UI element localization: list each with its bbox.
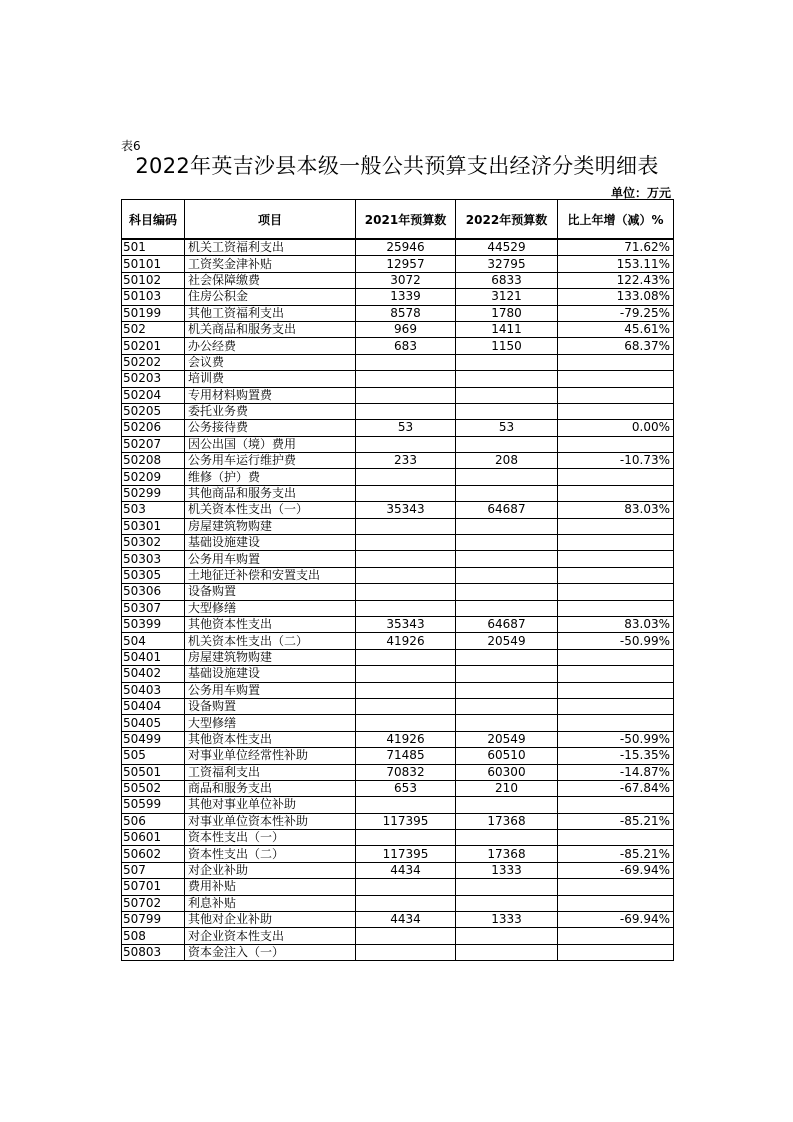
cell-code: 508 xyxy=(122,928,185,944)
cell-item: 办公经费 xyxy=(185,338,356,354)
cell-change xyxy=(558,830,674,846)
cell-change: -69.94% xyxy=(558,862,674,878)
cell-change: -69.94% xyxy=(558,912,674,928)
table-header-row xyxy=(122,200,674,240)
table-row xyxy=(122,797,674,813)
table-row xyxy=(122,485,674,501)
cell-2022: 20549 xyxy=(456,731,558,747)
cell-change xyxy=(558,518,674,534)
cell-change: 153.11% xyxy=(558,256,674,272)
page-title: 2022年英吉沙县本级一般公共预算支出经济分类明细表 xyxy=(135,154,659,178)
cell-change xyxy=(558,797,674,813)
cell-2021 xyxy=(356,666,456,682)
cell-2022 xyxy=(456,584,558,600)
cell-code: 507 xyxy=(122,862,185,878)
cell-2021 xyxy=(356,649,456,665)
cell-change xyxy=(558,928,674,944)
cell-change xyxy=(558,879,674,895)
cell-change: 45.61% xyxy=(558,321,674,337)
cell-2022 xyxy=(456,600,558,616)
cell-2022: 20549 xyxy=(456,633,558,649)
table-row xyxy=(122,305,674,321)
cell-code: 50101 xyxy=(122,256,185,272)
cell-2022 xyxy=(456,535,558,551)
cell-code: 50209 xyxy=(122,469,185,485)
cell-2022 xyxy=(456,436,558,452)
header-2022: 2022年预算数 xyxy=(456,200,558,240)
cell-code: 50103 xyxy=(122,289,185,305)
cell-2021 xyxy=(356,879,456,895)
table-row xyxy=(122,944,674,960)
cell-item: 公务用车运行维护费 xyxy=(185,453,356,469)
cell-item: 其他对事业单位补助 xyxy=(185,797,356,813)
header-2021: 2021年预算数 xyxy=(356,200,456,240)
cell-2021 xyxy=(356,698,456,714)
cell-code: 50205 xyxy=(122,403,185,419)
cell-2022 xyxy=(456,387,558,403)
cell-2022: 32795 xyxy=(456,256,558,272)
cell-change xyxy=(558,895,674,911)
table-row xyxy=(122,567,674,583)
cell-2022: 60300 xyxy=(456,764,558,780)
cell-code: 50402 xyxy=(122,666,185,682)
cell-item: 机关资本性支出（二） xyxy=(185,633,356,649)
cell-item: 对事业单位资本性补助 xyxy=(185,813,356,829)
cell-2022 xyxy=(456,715,558,731)
cell-2022 xyxy=(456,666,558,682)
cell-change: 71.62% xyxy=(558,239,674,256)
cell-item: 社会保障缴费 xyxy=(185,272,356,288)
table-row xyxy=(122,698,674,714)
table-row xyxy=(122,912,674,928)
table-row xyxy=(122,289,674,305)
table-row xyxy=(122,469,674,485)
cell-2021: 8578 xyxy=(356,305,456,321)
cell-change: -85.21% xyxy=(558,813,674,829)
table-row xyxy=(122,321,674,337)
cell-item: 大型修缮 xyxy=(185,715,356,731)
cell-2021: 233 xyxy=(356,453,456,469)
cell-change: -50.99% xyxy=(558,731,674,747)
cell-item: 设备购置 xyxy=(185,698,356,714)
cell-change: -15.35% xyxy=(558,748,674,764)
cell-2022 xyxy=(456,944,558,960)
cell-change: -10.73% xyxy=(558,453,674,469)
cell-change xyxy=(558,682,674,698)
cell-change: -79.25% xyxy=(558,305,674,321)
cell-item: 其他商品和服务支出 xyxy=(185,485,356,501)
cell-code: 50403 xyxy=(122,682,185,698)
cell-item: 因公出国（境）费用 xyxy=(185,436,356,452)
cell-code: 50202 xyxy=(122,354,185,370)
cell-2022: 6833 xyxy=(456,272,558,288)
cell-2022: 64687 xyxy=(456,616,558,632)
cell-code: 505 xyxy=(122,748,185,764)
cell-2021: 4434 xyxy=(356,862,456,878)
cell-2021 xyxy=(356,944,456,960)
cell-2021 xyxy=(356,600,456,616)
cell-change xyxy=(558,698,674,714)
table-row xyxy=(122,535,674,551)
cell-2021 xyxy=(356,436,456,452)
cell-2022: 53 xyxy=(456,420,558,436)
cell-2021: 1339 xyxy=(356,289,456,305)
cell-code: 50499 xyxy=(122,731,185,747)
cell-2021 xyxy=(356,403,456,419)
cell-code: 50405 xyxy=(122,715,185,731)
table-row xyxy=(122,748,674,764)
cell-2021 xyxy=(356,830,456,846)
cell-2022 xyxy=(456,879,558,895)
cell-2022: 208 xyxy=(456,453,558,469)
table-row xyxy=(122,354,674,370)
cell-item: 设备购置 xyxy=(185,584,356,600)
cell-2022 xyxy=(456,682,558,698)
cell-2021 xyxy=(356,387,456,403)
table-row xyxy=(122,813,674,829)
table-row xyxy=(122,928,674,944)
cell-change xyxy=(558,666,674,682)
cell-2022 xyxy=(456,895,558,911)
cell-2022 xyxy=(456,469,558,485)
table-row xyxy=(122,371,674,387)
table-row xyxy=(122,682,674,698)
cell-2021 xyxy=(356,551,456,567)
cell-2021: 683 xyxy=(356,338,456,354)
table-row xyxy=(122,387,674,403)
table-number-label: 表6 xyxy=(121,139,141,153)
cell-2022 xyxy=(456,830,558,846)
table-body xyxy=(122,239,674,961)
cell-2022: 1150 xyxy=(456,338,558,354)
table-row xyxy=(122,846,674,862)
cell-2022: 64687 xyxy=(456,502,558,518)
table-row xyxy=(122,584,674,600)
cell-code: 50501 xyxy=(122,764,185,780)
cell-2022 xyxy=(456,698,558,714)
cell-2021 xyxy=(356,797,456,813)
cell-code: 50102 xyxy=(122,272,185,288)
cell-change xyxy=(558,567,674,583)
cell-2021: 117395 xyxy=(356,846,456,862)
cell-change xyxy=(558,403,674,419)
cell-item: 机关工资福利支出 xyxy=(185,239,356,256)
cell-2021: 35343 xyxy=(356,616,456,632)
cell-2021: 41926 xyxy=(356,633,456,649)
cell-change xyxy=(558,649,674,665)
cell-item: 维修（护）费 xyxy=(185,469,356,485)
cell-change xyxy=(558,584,674,600)
cell-change: 122.43% xyxy=(558,272,674,288)
table-row xyxy=(122,600,674,616)
cell-code: 506 xyxy=(122,813,185,829)
cell-code: 50307 xyxy=(122,600,185,616)
cell-item: 委托业务费 xyxy=(185,403,356,419)
table-row xyxy=(122,518,674,534)
cell-item: 其他工资福利支出 xyxy=(185,305,356,321)
header-code: 科目编码 xyxy=(122,200,185,240)
cell-code: 50599 xyxy=(122,797,185,813)
cell-code: 50404 xyxy=(122,698,185,714)
unit-label: 单位：万元 xyxy=(610,186,671,200)
cell-2021 xyxy=(356,469,456,485)
cell-2021: 12957 xyxy=(356,256,456,272)
cell-item: 房屋建筑物购建 xyxy=(185,518,356,534)
cell-item: 其他资本性支出 xyxy=(185,731,356,747)
cell-2022: 1411 xyxy=(456,321,558,337)
cell-2021 xyxy=(356,584,456,600)
table-row xyxy=(122,715,674,731)
cell-change: 133.08% xyxy=(558,289,674,305)
cell-item: 资本性支出（一） xyxy=(185,830,356,846)
cell-2022: 17368 xyxy=(456,846,558,862)
cell-code: 50302 xyxy=(122,535,185,551)
cell-2022: 60510 xyxy=(456,748,558,764)
cell-code: 50201 xyxy=(122,338,185,354)
cell-code: 50305 xyxy=(122,567,185,583)
cell-change: -67.84% xyxy=(558,780,674,796)
cell-item: 资本性支出（二） xyxy=(185,846,356,862)
table-row xyxy=(122,453,674,469)
cell-2021 xyxy=(356,485,456,501)
cell-change: 68.37% xyxy=(558,338,674,354)
cell-2021: 71485 xyxy=(356,748,456,764)
cell-2021 xyxy=(356,715,456,731)
table-row xyxy=(122,616,674,632)
cell-item: 其他对企业补助 xyxy=(185,912,356,928)
cell-2021 xyxy=(356,682,456,698)
cell-code: 50306 xyxy=(122,584,185,600)
cell-2022: 1333 xyxy=(456,912,558,928)
cell-item: 大型修缮 xyxy=(185,600,356,616)
cell-code: 50301 xyxy=(122,518,185,534)
table-row xyxy=(122,633,674,649)
cell-2022 xyxy=(456,649,558,665)
cell-change: -50.99% xyxy=(558,633,674,649)
table-row xyxy=(122,649,674,665)
cell-change xyxy=(558,387,674,403)
cell-change: 0.00% xyxy=(558,420,674,436)
cell-change xyxy=(558,354,674,370)
cell-item: 利息补贴 xyxy=(185,895,356,911)
cell-change: -85.21% xyxy=(558,846,674,862)
cell-code: 50208 xyxy=(122,453,185,469)
table-row xyxy=(122,764,674,780)
cell-2021: 41926 xyxy=(356,731,456,747)
cell-item: 专用材料购置费 xyxy=(185,387,356,403)
cell-code: 504 xyxy=(122,633,185,649)
cell-2022: 1333 xyxy=(456,862,558,878)
table-row xyxy=(122,338,674,354)
cell-2021 xyxy=(356,371,456,387)
cell-2021 xyxy=(356,895,456,911)
cell-2021 xyxy=(356,535,456,551)
cell-item: 基础设施建设 xyxy=(185,666,356,682)
table-row xyxy=(122,895,674,911)
cell-code: 50601 xyxy=(122,830,185,846)
cell-2022: 210 xyxy=(456,780,558,796)
cell-2021: 969 xyxy=(356,321,456,337)
cell-2021 xyxy=(356,928,456,944)
table-row xyxy=(122,879,674,895)
cell-item: 对事业单位经常性补助 xyxy=(185,748,356,764)
cell-2022: 1780 xyxy=(456,305,558,321)
table-row xyxy=(122,731,674,747)
cell-change: 83.03% xyxy=(558,616,674,632)
cell-code: 50602 xyxy=(122,846,185,862)
cell-2022 xyxy=(456,551,558,567)
cell-code: 50799 xyxy=(122,912,185,928)
cell-change xyxy=(558,535,674,551)
table-row xyxy=(122,862,674,878)
cell-change: -14.87% xyxy=(558,764,674,780)
cell-2022 xyxy=(456,928,558,944)
cell-change xyxy=(558,944,674,960)
cell-item: 资本金注入（一） xyxy=(185,944,356,960)
cell-code: 502 xyxy=(122,321,185,337)
cell-2021: 35343 xyxy=(356,502,456,518)
cell-2021 xyxy=(356,518,456,534)
cell-item: 工资福利支出 xyxy=(185,764,356,780)
cell-item: 机关资本性支出（一） xyxy=(185,502,356,518)
header-change: 比上年增（减）% xyxy=(558,200,674,240)
cell-change xyxy=(558,436,674,452)
table-row xyxy=(122,830,674,846)
cell-code: 50203 xyxy=(122,371,185,387)
cell-code: 50502 xyxy=(122,780,185,796)
cell-item: 房屋建筑物购建 xyxy=(185,649,356,665)
table-row xyxy=(122,666,674,682)
cell-code: 501 xyxy=(122,239,185,256)
cell-item: 住房公积金 xyxy=(185,289,356,305)
cell-2021: 117395 xyxy=(356,813,456,829)
cell-2021 xyxy=(356,354,456,370)
cell-2022 xyxy=(456,403,558,419)
cell-2022: 17368 xyxy=(456,813,558,829)
cell-2022 xyxy=(456,371,558,387)
cell-2021 xyxy=(356,567,456,583)
cell-code: 50303 xyxy=(122,551,185,567)
table-row xyxy=(122,780,674,796)
cell-2022: 3121 xyxy=(456,289,558,305)
cell-2021: 70832 xyxy=(356,764,456,780)
cell-change xyxy=(558,551,674,567)
cell-2021: 25946 xyxy=(356,239,456,256)
cell-code: 50206 xyxy=(122,420,185,436)
table-row xyxy=(122,502,674,518)
budget-table xyxy=(121,199,674,961)
cell-change xyxy=(558,371,674,387)
table-row xyxy=(122,403,674,419)
cell-item: 会议费 xyxy=(185,354,356,370)
table-row xyxy=(122,420,674,436)
cell-change: 83.03% xyxy=(558,502,674,518)
table-row xyxy=(122,272,674,288)
cell-item: 公务用车购置 xyxy=(185,682,356,698)
cell-change xyxy=(558,715,674,731)
cell-change xyxy=(558,600,674,616)
cell-2021: 653 xyxy=(356,780,456,796)
cell-2021: 53 xyxy=(356,420,456,436)
cell-item: 基础设施建设 xyxy=(185,535,356,551)
cell-2022: 44529 xyxy=(456,239,558,256)
cell-item: 费用补贴 xyxy=(185,879,356,895)
table-row xyxy=(122,436,674,452)
cell-item: 其他资本性支出 xyxy=(185,616,356,632)
cell-item: 机关商品和服务支出 xyxy=(185,321,356,337)
cell-2022 xyxy=(456,567,558,583)
cell-2021: 3072 xyxy=(356,272,456,288)
header-item: 项目 xyxy=(185,200,356,240)
cell-2022 xyxy=(456,797,558,813)
cell-code: 50701 xyxy=(122,879,185,895)
table-row xyxy=(122,256,674,272)
cell-change xyxy=(558,485,674,501)
cell-2022 xyxy=(456,354,558,370)
cell-code: 50803 xyxy=(122,944,185,960)
cell-2021: 4434 xyxy=(356,912,456,928)
table-row xyxy=(122,551,674,567)
cell-code: 50299 xyxy=(122,485,185,501)
cell-item: 公务接待费 xyxy=(185,420,356,436)
cell-2022 xyxy=(456,485,558,501)
cell-code: 50207 xyxy=(122,436,185,452)
cell-code: 50401 xyxy=(122,649,185,665)
cell-item: 商品和服务支出 xyxy=(185,780,356,796)
cell-change xyxy=(558,469,674,485)
table-row xyxy=(122,239,674,256)
cell-code: 50204 xyxy=(122,387,185,403)
cell-code: 503 xyxy=(122,502,185,518)
cell-item: 土地征迁补偿和安置支出 xyxy=(185,567,356,583)
cell-item: 对企业补助 xyxy=(185,862,356,878)
cell-item: 培训费 xyxy=(185,371,356,387)
cell-code: 50399 xyxy=(122,616,185,632)
cell-item: 对企业资本性支出 xyxy=(185,928,356,944)
cell-item: 工资奖金津补贴 xyxy=(185,256,356,272)
cell-item: 公务用车购置 xyxy=(185,551,356,567)
cell-code: 50199 xyxy=(122,305,185,321)
cell-code: 50702 xyxy=(122,895,185,911)
cell-2022 xyxy=(456,518,558,534)
